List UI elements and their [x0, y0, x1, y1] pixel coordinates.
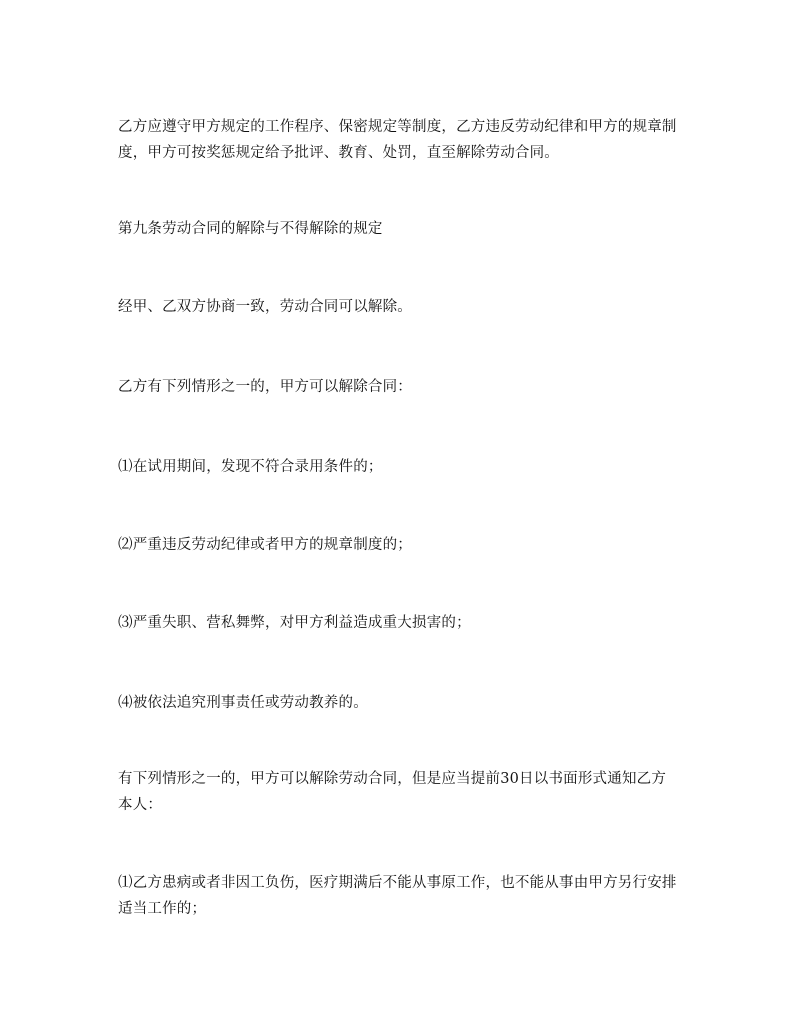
- list-item-criminal-liability: ⑷被依法追究刑事责任或劳动教养的。: [118, 695, 368, 711]
- paragraph-notice-termination-intro: 有下列情形之一的，甲方可以解除劳动合同，但是应当提前30日以书面形式通知乙方本人：: [118, 771, 667, 813]
- paragraph-termination-conditions-intro: 乙方有下列情形之一的，甲方可以解除合同：: [118, 379, 412, 395]
- list-item-probation: ⑴在试用期间，发现不符合录用条件的；: [118, 459, 383, 475]
- section-heading-article-9: 第九条劳动合同的解除与不得解除的规定: [118, 221, 383, 237]
- list-item-illness-injury: ⑴乙方患病或者非因工负伤，医疗期满后不能从事原工作，也不能从事由甲方另行安排适当工作的；: [118, 875, 677, 917]
- list-item-discipline-violation: ⑵严重违反劳动纪律或者甲方的规章制度的；: [118, 537, 412, 553]
- paragraph-rules-compliance: 乙方应遵守甲方规定的工作程序、保密规定等制度，乙方违反劳动纪律和甲方的规章制度，甲方可按奖惩规定给予批评、教育、处罚，直至解除劳动合同。: [118, 119, 677, 161]
- list-item-misconduct: ⑶严重失职、营私舞弊，对甲方利益造成重大损害的；: [118, 615, 471, 631]
- paragraph-mutual-termination: 经甲、乙双方协商一致，劳动合同可以解除。: [118, 299, 412, 315]
